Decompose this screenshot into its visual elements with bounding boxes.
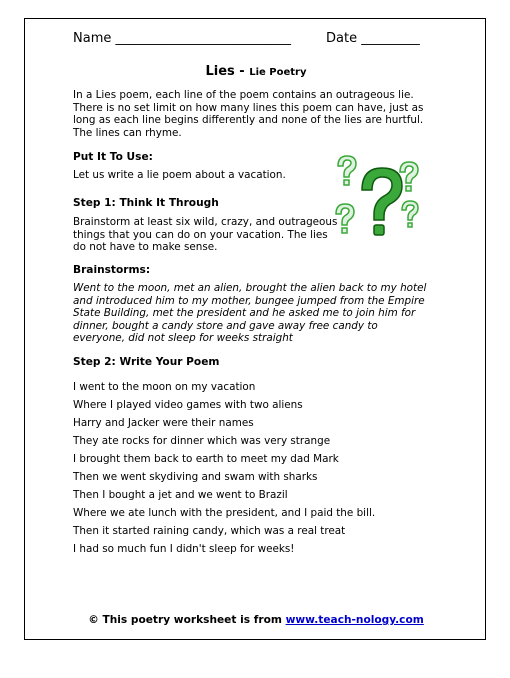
question-marks-icon (332, 152, 422, 248)
poem-line: I had so much fun I didn't sleep for weeks! (73, 543, 295, 555)
name-field[interactable]: Name ___________________________ (73, 31, 291, 46)
brainstorms-heading-wrap (73, 264, 433, 276)
header-line (73, 31, 433, 46)
poem-line: Where we ate lunch with the president, and I paid the bill. (73, 507, 376, 519)
step2-heading-wrap (73, 356, 433, 368)
brainstorms-text-wrap (73, 282, 433, 345)
footer-link[interactable]: www.teach-nology.com (285, 614, 424, 626)
step1-heading: Step 1: Think It Through (73, 197, 219, 209)
poem-line: Then it started raining candy, which was a real treat (73, 525, 346, 537)
intro-paragraph: In a Lies poem, each line of the poem contains an outrageous lie. There is no set limit on how many lines this poem can have, just as long as each line begins differently and none of the lies are hurtful. The lines can rhyme. (73, 89, 424, 139)
poem-line: Harry and Jacker were their names (73, 417, 254, 429)
intro-section (73, 89, 433, 139)
poem-line: They ate rocks for dinner which was very strange (73, 435, 331, 447)
worksheet-page (24, 18, 486, 640)
step2-heading: Step 2: Write Your Poem (73, 356, 220, 368)
put-to-use-text-wrap (73, 169, 333, 182)
poem-line: I brought them back to earth to meet my dad Mark (73, 453, 339, 465)
page-title (25, 64, 487, 79)
step1-text: Brainstorm at least six wild, crazy, and outrageous things that you can do on your vacation. The lies do not have to make sense. (73, 216, 338, 254)
put-to-use-text: Let us write a lie poem about a vacation. (73, 169, 286, 181)
step1-text-wrap (73, 216, 341, 254)
date-field[interactable]: Date _________ (326, 31, 420, 46)
poem-line: I went to the moon on my vacation (73, 381, 256, 393)
brainstorms-text: Went to the moon, met an alien, brought the alien back to my hotel and introduced him to my mother, bungee jumped from the Empire State Building, met the president and he asked me to join him for dinner, bought a candy store and gave away free candy to everyone, did not sleep for weeks straight (73, 282, 427, 345)
brainstorms-heading: Brainstorms: (73, 264, 151, 276)
title-main: Lies - (205, 64, 245, 79)
poem-line: Then I bought a jet and we went to Brazil (73, 489, 288, 501)
poem-line: Where I played video games with two aliens (73, 399, 303, 411)
footer-text: © This poetry worksheet is from (88, 614, 282, 626)
title-sub: Lie Poetry (249, 67, 307, 78)
poem-line: Then we went skydiving and swam with sharks (73, 471, 318, 483)
put-to-use-heading: Put It To Use: (73, 151, 153, 163)
footer (25, 614, 487, 626)
